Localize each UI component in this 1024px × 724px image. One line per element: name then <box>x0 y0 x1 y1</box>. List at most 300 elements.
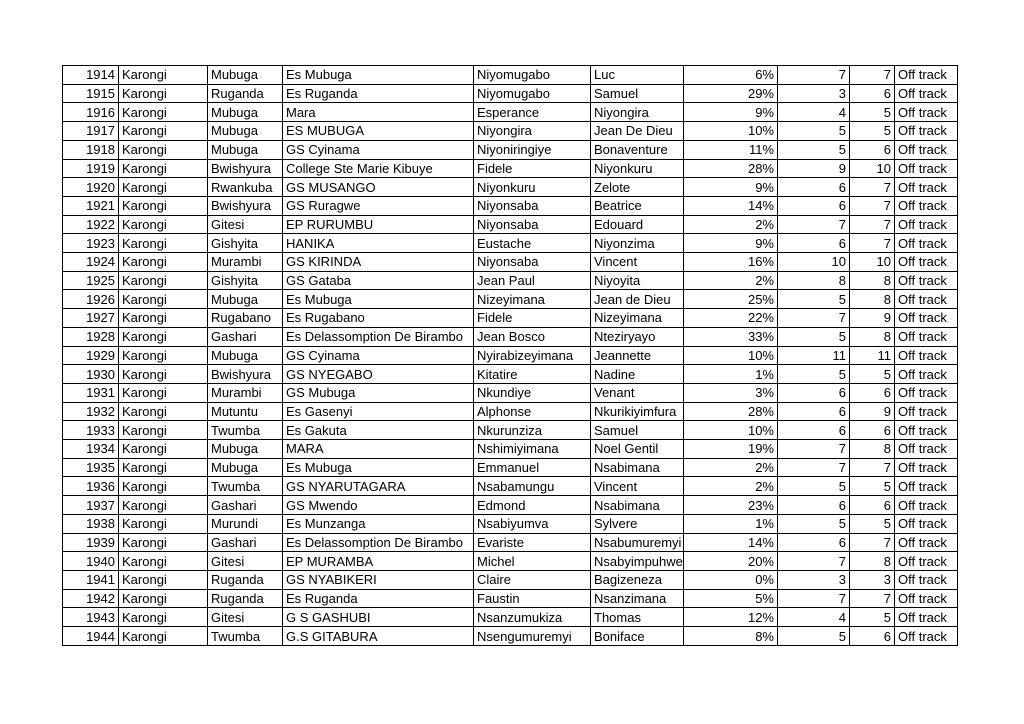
cell-sector: Gitesi <box>208 608 283 627</box>
cell-percent: 9% <box>684 103 778 122</box>
cell-first-name: Niyoniringiye <box>474 140 591 159</box>
cell-district: Karongi <box>119 365 208 384</box>
cell-school-name: Es Delassomption De Birambo <box>283 327 474 346</box>
cell-percent: 33% <box>684 327 778 346</box>
cell-status-badge: Off track <box>895 66 958 85</box>
cell-school-name: EP MURAMBA <box>283 552 474 571</box>
table-row <box>63 271 958 290</box>
cell-last-name: Nkurikiyimfura <box>591 402 684 421</box>
cell-value-2: 6 <box>850 496 895 515</box>
cell-status-badge: Off track <box>895 178 958 197</box>
cell-row-number: 1935 <box>63 458 119 477</box>
cell-last-name: Bonaventure <box>591 140 684 159</box>
cell-first-name: Niyonsaba <box>474 253 591 272</box>
cell-first-name: Fidele <box>474 159 591 178</box>
cell-district: Karongi <box>119 346 208 365</box>
cell-sector: Rugabano <box>208 309 283 328</box>
cell-status-badge: Off track <box>895 627 958 646</box>
cell-last-name: Jean de Dieu <box>591 290 684 309</box>
table-row <box>63 309 958 328</box>
cell-district: Karongi <box>119 290 208 309</box>
cell-first-name: Niyomugabo <box>474 84 591 103</box>
cell-school-name: Es Ruganda <box>283 84 474 103</box>
table-row <box>63 383 958 402</box>
table-row <box>63 346 958 365</box>
school-data-table <box>62 65 958 646</box>
cell-row-number: 1923 <box>63 234 119 253</box>
cell-school-name: GS Mwendo <box>283 496 474 515</box>
cell-value-1: 7 <box>778 589 850 608</box>
cell-percent: 22% <box>684 309 778 328</box>
cell-school-name: Es Ruganda <box>283 589 474 608</box>
table-row <box>63 234 958 253</box>
cell-school-name: HANIKA <box>283 234 474 253</box>
cell-sector: Gashari <box>208 496 283 515</box>
cell-district: Karongi <box>119 271 208 290</box>
cell-percent: 2% <box>684 215 778 234</box>
cell-first-name: Nkundiye <box>474 383 591 402</box>
cell-percent: 29% <box>684 84 778 103</box>
cell-last-name: Sylvere <box>591 514 684 533</box>
cell-last-name: Nteziryayo <box>591 327 684 346</box>
cell-district: Karongi <box>119 570 208 589</box>
cell-school-name: GS MUSANGO <box>283 178 474 197</box>
cell-percent: 2% <box>684 271 778 290</box>
cell-status-badge: Off track <box>895 496 958 515</box>
cell-last-name: Samuel <box>591 421 684 440</box>
cell-value-2: 8 <box>850 440 895 459</box>
cell-percent: 12% <box>684 608 778 627</box>
cell-percent: 9% <box>684 234 778 253</box>
cell-school-name: GS Cyinama <box>283 346 474 365</box>
cell-sector: Murambi <box>208 253 283 272</box>
cell-percent: 6% <box>684 66 778 85</box>
cell-first-name: Niyomugabo <box>474 66 591 85</box>
cell-value-2: 6 <box>850 383 895 402</box>
cell-value-2: 6 <box>850 140 895 159</box>
cell-school-name: Es Delassomption De Birambo <box>283 533 474 552</box>
cell-row-number: 1929 <box>63 346 119 365</box>
cell-percent: 16% <box>684 253 778 272</box>
cell-district: Karongi <box>119 253 208 272</box>
table-row <box>63 421 958 440</box>
cell-value-1: 6 <box>778 178 850 197</box>
table-row <box>63 402 958 421</box>
cell-value-1: 6 <box>778 234 850 253</box>
table-row <box>63 84 958 103</box>
cell-row-number: 1921 <box>63 196 119 215</box>
cell-first-name: Evariste <box>474 533 591 552</box>
cell-status-badge: Off track <box>895 290 958 309</box>
cell-district: Karongi <box>119 159 208 178</box>
cell-percent: 28% <box>684 402 778 421</box>
cell-district: Karongi <box>119 66 208 85</box>
table-row <box>63 103 958 122</box>
cell-value-2: 8 <box>850 290 895 309</box>
cell-status-badge: Off track <box>895 159 958 178</box>
cell-sector: Gishyita <box>208 234 283 253</box>
cell-first-name: Nkurunziza <box>474 421 591 440</box>
cell-row-number: 1931 <box>63 383 119 402</box>
cell-value-1: 7 <box>778 215 850 234</box>
table-row <box>63 253 958 272</box>
cell-district: Karongi <box>119 589 208 608</box>
cell-percent: 19% <box>684 440 778 459</box>
cell-value-1: 6 <box>778 196 850 215</box>
cell-row-number: 1942 <box>63 589 119 608</box>
cell-last-name: Niyonzima <box>591 234 684 253</box>
cell-value-2: 9 <box>850 309 895 328</box>
cell-value-2: 6 <box>850 421 895 440</box>
cell-row-number: 1917 <box>63 122 119 141</box>
cell-first-name: Michel <box>474 552 591 571</box>
cell-row-number: 1943 <box>63 608 119 627</box>
cell-row-number: 1932 <box>63 402 119 421</box>
cell-status-badge: Off track <box>895 196 958 215</box>
cell-percent: 25% <box>684 290 778 309</box>
cell-status-badge: Off track <box>895 477 958 496</box>
cell-value-2: 5 <box>850 122 895 141</box>
cell-percent: 10% <box>684 122 778 141</box>
cell-school-name: MARA <box>283 440 474 459</box>
cell-last-name: Bagizeneza <box>591 570 684 589</box>
cell-value-2: 8 <box>850 271 895 290</box>
table-row <box>63 458 958 477</box>
cell-row-number: 1939 <box>63 533 119 552</box>
cell-row-number: 1926 <box>63 290 119 309</box>
cell-first-name: Esperance <box>474 103 591 122</box>
cell-status-badge: Off track <box>895 458 958 477</box>
cell-status-badge: Off track <box>895 589 958 608</box>
cell-last-name: Jean De Dieu <box>591 122 684 141</box>
cell-last-name: Nadine <box>591 365 684 384</box>
table-row <box>63 290 958 309</box>
cell-value-1: 5 <box>778 627 850 646</box>
table-row <box>63 608 958 627</box>
cell-value-2: 7 <box>850 178 895 197</box>
cell-percent: 3% <box>684 383 778 402</box>
cell-status-badge: Off track <box>895 570 958 589</box>
cell-row-number: 1924 <box>63 253 119 272</box>
cell-status-badge: Off track <box>895 140 958 159</box>
cell-percent: 9% <box>684 178 778 197</box>
cell-row-number: 1933 <box>63 421 119 440</box>
cell-first-name: Niyongira <box>474 122 591 141</box>
cell-value-1: 4 <box>778 608 850 627</box>
cell-first-name: Alphonse <box>474 402 591 421</box>
cell-sector: Bwishyura <box>208 196 283 215</box>
cell-value-1: 6 <box>778 402 850 421</box>
cell-last-name: Nsanzimana <box>591 589 684 608</box>
cell-row-number: 1920 <box>63 178 119 197</box>
cell-value-1: 4 <box>778 103 850 122</box>
cell-last-name: Jeannette <box>591 346 684 365</box>
cell-percent: 2% <box>684 477 778 496</box>
cell-status-badge: Off track <box>895 421 958 440</box>
cell-value-2: 7 <box>850 458 895 477</box>
cell-value-1: 5 <box>778 290 850 309</box>
table-row <box>63 552 958 571</box>
cell-district: Karongi <box>119 533 208 552</box>
table-row <box>63 159 958 178</box>
cell-value-2: 6 <box>850 84 895 103</box>
cell-district: Karongi <box>119 421 208 440</box>
table-row <box>63 140 958 159</box>
cell-last-name: Boniface <box>591 627 684 646</box>
cell-percent: 14% <box>684 533 778 552</box>
cell-sector: Mubuga <box>208 458 283 477</box>
cell-sector: Ruganda <box>208 84 283 103</box>
cell-row-number: 1934 <box>63 440 119 459</box>
table-row <box>63 533 958 552</box>
cell-school-name: GS Gataba <box>283 271 474 290</box>
cell-row-number: 1937 <box>63 496 119 515</box>
cell-row-number: 1941 <box>63 570 119 589</box>
cell-percent: 5% <box>684 589 778 608</box>
cell-value-1: 9 <box>778 159 850 178</box>
cell-value-1: 11 <box>778 346 850 365</box>
cell-value-1: 6 <box>778 421 850 440</box>
cell-first-name: Niyonsaba <box>474 196 591 215</box>
table-row <box>63 66 958 85</box>
table-row <box>63 496 958 515</box>
cell-school-name: Es Gakuta <box>283 421 474 440</box>
cell-value-1: 10 <box>778 253 850 272</box>
cell-district: Karongi <box>119 84 208 103</box>
cell-school-name: College Ste Marie Kibuye <box>283 159 474 178</box>
cell-status-badge: Off track <box>895 552 958 571</box>
cell-sector: Mubuga <box>208 140 283 159</box>
table-row <box>63 196 958 215</box>
table-row <box>63 122 958 141</box>
table-row <box>63 627 958 646</box>
cell-row-number: 1922 <box>63 215 119 234</box>
cell-value-1: 6 <box>778 383 850 402</box>
cell-value-2: 5 <box>850 514 895 533</box>
cell-first-name: Nsabamungu <box>474 477 591 496</box>
cell-last-name: Samuel <box>591 84 684 103</box>
cell-school-name: Mara <box>283 103 474 122</box>
cell-sector: Mutuntu <box>208 402 283 421</box>
cell-school-name: Es Rugabano <box>283 309 474 328</box>
cell-school-name: GS Ruragwe <box>283 196 474 215</box>
cell-status-badge: Off track <box>895 533 958 552</box>
cell-percent: 10% <box>684 421 778 440</box>
cell-status-badge: Off track <box>895 327 958 346</box>
table-row <box>63 570 958 589</box>
table-body <box>63 66 958 646</box>
cell-value-1: 3 <box>778 84 850 103</box>
cell-row-number: 1938 <box>63 514 119 533</box>
cell-last-name: Vincent <box>591 253 684 272</box>
cell-value-2: 7 <box>850 215 895 234</box>
cell-value-1: 5 <box>778 140 850 159</box>
cell-status-badge: Off track <box>895 608 958 627</box>
cell-first-name: Fidele <box>474 309 591 328</box>
cell-value-1: 7 <box>778 66 850 85</box>
cell-school-name: GS NYABIKERI <box>283 570 474 589</box>
cell-district: Karongi <box>119 627 208 646</box>
cell-district: Karongi <box>119 327 208 346</box>
cell-value-2: 5 <box>850 365 895 384</box>
cell-last-name: Nsabumuremyi <box>591 533 684 552</box>
cell-sector: Mubuga <box>208 440 283 459</box>
cell-first-name: Claire <box>474 570 591 589</box>
cell-status-badge: Off track <box>895 309 958 328</box>
cell-sector: Bwishyura <box>208 365 283 384</box>
cell-status-badge: Off track <box>895 514 958 533</box>
cell-last-name: Niyongira <box>591 103 684 122</box>
cell-school-name: GS NYARUTAGARA <box>283 477 474 496</box>
cell-sector: Bwishyura <box>208 159 283 178</box>
cell-row-number: 1940 <box>63 552 119 571</box>
cell-first-name: Emmanuel <box>474 458 591 477</box>
cell-sector: Gashari <box>208 533 283 552</box>
cell-district: Karongi <box>119 178 208 197</box>
cell-district: Karongi <box>119 122 208 141</box>
cell-value-1: 7 <box>778 458 850 477</box>
cell-school-name: Es Mubuga <box>283 290 474 309</box>
cell-percent: 23% <box>684 496 778 515</box>
cell-district: Karongi <box>119 440 208 459</box>
cell-district: Karongi <box>119 196 208 215</box>
cell-percent: 1% <box>684 514 778 533</box>
cell-value-2: 10 <box>850 253 895 272</box>
cell-last-name: Edouard <box>591 215 684 234</box>
cell-status-badge: Off track <box>895 122 958 141</box>
cell-value-2: 5 <box>850 608 895 627</box>
cell-sector: Twumba <box>208 421 283 440</box>
cell-sector: Gishyita <box>208 271 283 290</box>
cell-first-name: Nsengumuremyi <box>474 627 591 646</box>
cell-school-name: Es Mubuga <box>283 458 474 477</box>
cell-row-number: 1930 <box>63 365 119 384</box>
cell-status-badge: Off track <box>895 365 958 384</box>
cell-district: Karongi <box>119 496 208 515</box>
cell-sector: Gitesi <box>208 552 283 571</box>
cell-last-name: Beatrice <box>591 196 684 215</box>
table-row <box>63 589 958 608</box>
cell-last-name: Zelote <box>591 178 684 197</box>
cell-sector: Murundi <box>208 514 283 533</box>
table-row <box>63 178 958 197</box>
cell-percent: 1% <box>684 365 778 384</box>
cell-district: Karongi <box>119 402 208 421</box>
cell-last-name: Noel Gentil <box>591 440 684 459</box>
cell-status-badge: Off track <box>895 253 958 272</box>
cell-value-1: 8 <box>778 271 850 290</box>
cell-sector: Mubuga <box>208 103 283 122</box>
cell-value-1: 5 <box>778 477 850 496</box>
cell-value-2: 9 <box>850 402 895 421</box>
cell-school-name: Es Mubuga <box>283 66 474 85</box>
cell-value-2: 7 <box>850 196 895 215</box>
cell-sector: Ruganda <box>208 589 283 608</box>
cell-status-badge: Off track <box>895 215 958 234</box>
cell-value-2: 7 <box>850 66 895 85</box>
cell-sector: Ruganda <box>208 570 283 589</box>
table-row <box>63 440 958 459</box>
cell-first-name: Edmond <box>474 496 591 515</box>
cell-first-name: Kitatire <box>474 365 591 384</box>
cell-row-number: 1927 <box>63 309 119 328</box>
cell-district: Karongi <box>119 608 208 627</box>
cell-value-1: 5 <box>778 122 850 141</box>
cell-status-badge: Off track <box>895 271 958 290</box>
cell-first-name: Jean Bosco <box>474 327 591 346</box>
cell-school-name: GS NYEGABO <box>283 365 474 384</box>
cell-status-badge: Off track <box>895 383 958 402</box>
cell-school-name: EP RURUMBU <box>283 215 474 234</box>
cell-first-name: Nsabiyumva <box>474 514 591 533</box>
cell-district: Karongi <box>119 383 208 402</box>
cell-value-1: 6 <box>778 496 850 515</box>
cell-percent: 10% <box>684 346 778 365</box>
cell-district: Karongi <box>119 514 208 533</box>
cell-sector: Mubuga <box>208 290 283 309</box>
cell-last-name: Nsabimana <box>591 458 684 477</box>
cell-status-badge: Off track <box>895 440 958 459</box>
cell-sector: Mubuga <box>208 122 283 141</box>
cell-first-name: Faustin <box>474 589 591 608</box>
cell-value-1: 7 <box>778 552 850 571</box>
cell-status-badge: Off track <box>895 103 958 122</box>
cell-value-1: 7 <box>778 440 850 459</box>
cell-row-number: 1936 <box>63 477 119 496</box>
cell-value-2: 10 <box>850 159 895 178</box>
cell-last-name: Nsabyimpuhwe <box>591 552 684 571</box>
cell-sector: Twumba <box>208 477 283 496</box>
cell-last-name: Niyonkuru <box>591 159 684 178</box>
cell-school-name: ES MUBUGA <box>283 122 474 141</box>
cell-row-number: 1928 <box>63 327 119 346</box>
cell-district: Karongi <box>119 234 208 253</box>
cell-row-number: 1944 <box>63 627 119 646</box>
cell-percent: 2% <box>684 458 778 477</box>
cell-district: Karongi <box>119 215 208 234</box>
cell-value-2: 8 <box>850 552 895 571</box>
cell-school-name: G S GASHUBI <box>283 608 474 627</box>
cell-percent: 8% <box>684 627 778 646</box>
cell-percent: 28% <box>684 159 778 178</box>
cell-status-badge: Off track <box>895 84 958 103</box>
cell-value-2: 3 <box>850 570 895 589</box>
table-row <box>63 215 958 234</box>
cell-status-badge: Off track <box>895 402 958 421</box>
cell-value-1: 6 <box>778 533 850 552</box>
cell-status-badge: Off track <box>895 234 958 253</box>
cell-first-name: Nyirabizeyimana <box>474 346 591 365</box>
cell-district: Karongi <box>119 103 208 122</box>
cell-percent: 14% <box>684 196 778 215</box>
cell-last-name: Thomas <box>591 608 684 627</box>
cell-sector: Twumba <box>208 627 283 646</box>
cell-sector: Murambi <box>208 383 283 402</box>
cell-value-2: 7 <box>850 533 895 552</box>
cell-sector: Gashari <box>208 327 283 346</box>
cell-percent: 0% <box>684 570 778 589</box>
cell-value-2: 7 <box>850 234 895 253</box>
cell-school-name: Es Gasenyi <box>283 402 474 421</box>
cell-last-name: Nsabimana <box>591 496 684 515</box>
table-row <box>63 365 958 384</box>
cell-first-name: Nsanzumukiza <box>474 608 591 627</box>
cell-first-name: Niyonsaba <box>474 215 591 234</box>
cell-district: Karongi <box>119 477 208 496</box>
cell-first-name: Eustache <box>474 234 591 253</box>
cell-sector: Mubuga <box>208 66 283 85</box>
cell-first-name: Nshimiyimana <box>474 440 591 459</box>
